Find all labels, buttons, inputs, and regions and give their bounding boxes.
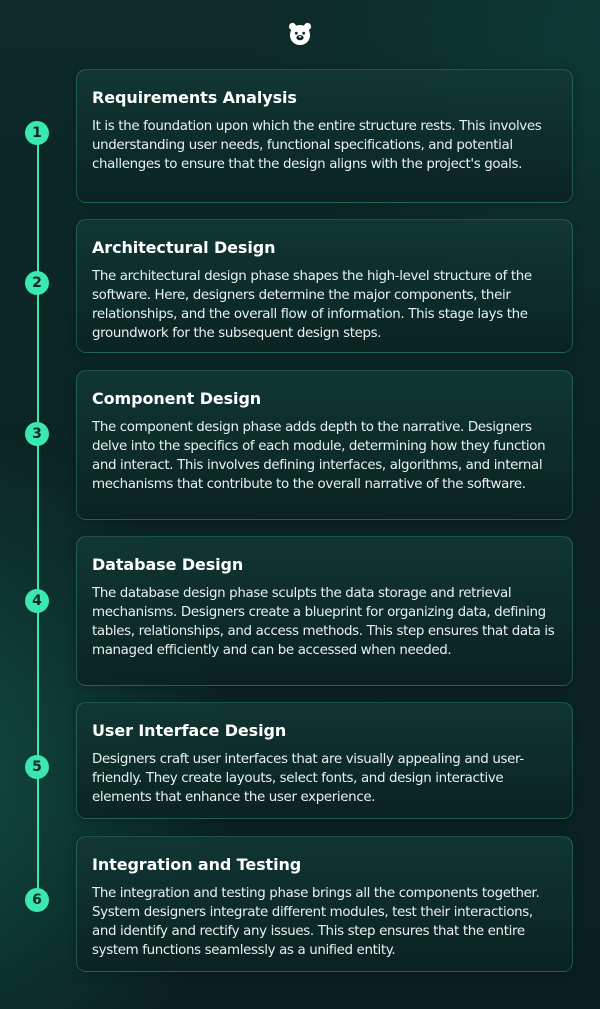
step-card-database-design	[76, 536, 573, 686]
step-title: Requirements Analysis	[92, 88, 297, 107]
step-card-user-interface-design	[76, 702, 573, 819]
step-marker-4: 4	[25, 589, 49, 613]
step-title: Database Design	[92, 555, 244, 574]
step-marker-3: 3	[25, 422, 49, 446]
step-description: The component design phase adds depth to the narrative. Designers delve into the specifics of each module, determining how they function and interact. This involves defining interfaces, algorithms, and internal mechanisms that contribute to the overall narrative of the software.	[92, 420, 546, 492]
step-description: Designers craft user interfaces that are visually appealing and user-friendly. They create layouts, select fonts, and design interactive elements that enhance the user experience.	[92, 752, 524, 805]
step-marker-6: 6	[25, 888, 49, 912]
timeline-line	[37, 132, 39, 900]
step-title: User Interface Design	[92, 721, 287, 740]
step-description: The architectural design phase shapes the high-level structure of the software. Here, designers determine the major components, their relationships, and the overall flow of information. This stage lays the groundwork for the subsequent design steps.	[92, 269, 532, 341]
step-marker-1: 1	[25, 121, 49, 145]
bear-face-icon	[287, 21, 313, 47]
step-marker-5: 5	[25, 755, 49, 779]
step-description: It is the foundation upon which the entire structure rests. This involves understanding user needs, functional specifications, and potential challenges to ensure that the design aligns with the project's goals.	[92, 119, 542, 172]
step-card-integration-and-testing	[76, 836, 573, 972]
step-title: Component Design	[92, 389, 262, 408]
step-card-component-design	[76, 370, 573, 520]
step-marker-2: 2	[25, 271, 49, 295]
step-card-requirements-analysis	[76, 69, 573, 203]
step-description: The integration and testing phase brings all the components together. System designers integrate different modules, test their interactions, and identify and rectify any issues. This step ensures that the entire system functions seamlessly as a unified entity.	[92, 886, 540, 958]
step-card-architectural-design	[76, 219, 573, 353]
step-title: Integration and Testing	[92, 855, 302, 874]
step-title: Architectural Design	[92, 238, 276, 257]
step-description: The database design phase sculpts the data storage and retrieval mechanisms. Designers create a blueprint for organizing data, defining tables, relationships, and access methods. This step ensures that data is managed efficiently and can be accessed when needed.	[92, 586, 555, 658]
